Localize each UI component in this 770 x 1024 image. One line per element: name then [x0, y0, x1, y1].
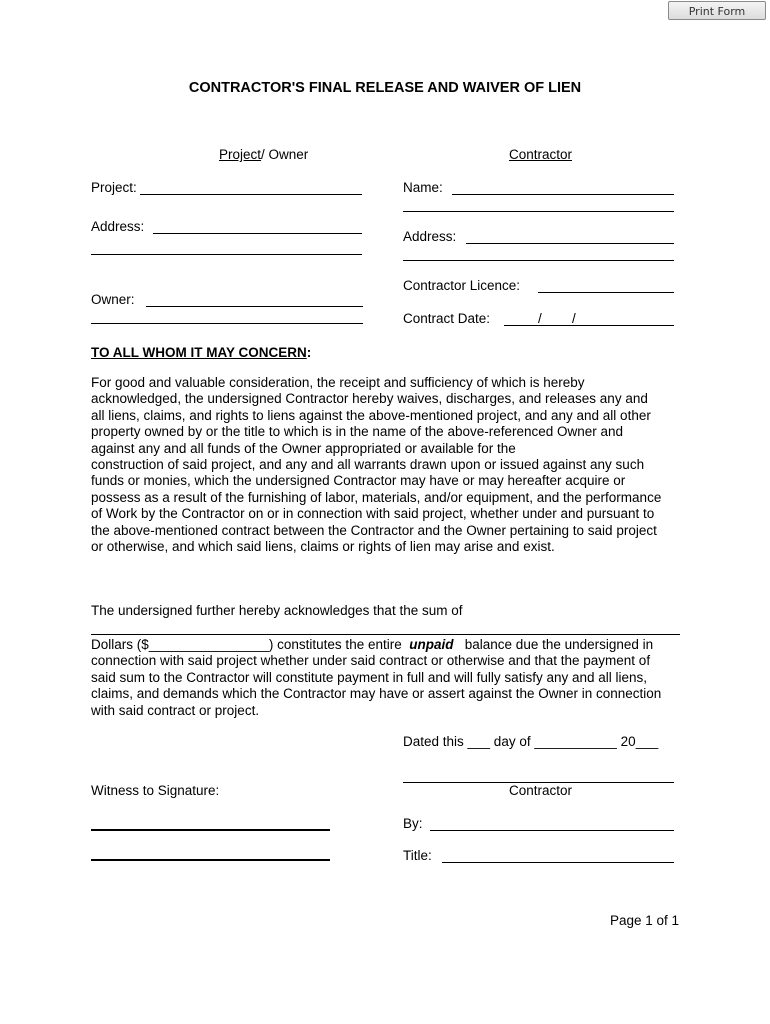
release-paragraph: [91, 375, 691, 555]
witness-label: Witness to Signature:: [91, 783, 220, 798]
balance-first-line-rest: balance due the undersigned in: [464, 637, 654, 652]
salutation: [91, 345, 311, 360]
by-field[interactable]: [430, 830, 674, 831]
print-form-button[interactable]: Print Form: [668, 1, 766, 20]
contractor-column-heading: Contractor: [509, 147, 573, 162]
paragraph-line: For good and valuable consideration, the receipt and sufficiency of which is hereby: [91, 375, 585, 390]
project-field[interactable]: [140, 194, 362, 195]
sum-intro: The undersigned further hereby acknowledges that the sum of: [91, 603, 463, 618]
contractor-signature-label: Contractor: [509, 783, 573, 798]
paragraph-line: against any and all funds of the Owner appropriated or available for the: [91, 440, 516, 456]
contractor-name-field-line2[interactable]: [403, 211, 674, 212]
owner-label: Owner:: [91, 292, 135, 307]
contract-date-field[interactable]: [504, 325, 674, 326]
contractor-address-field[interactable]: [466, 243, 674, 244]
dollars-amount-field[interactable]: ________________: [148, 637, 269, 652]
page-number: Page 1 of 1: [610, 913, 680, 928]
contractor-name-field[interactable]: [452, 194, 674, 195]
witness-signature-field-1[interactable]: [91, 829, 330, 831]
paragraph-line: said sum to the Contractor will constitute payment in full and will fully satisfy any and all liens,: [91, 669, 648, 685]
contractor-name-label: Name:: [403, 180, 443, 195]
contract-date-label: Contract Date:: [403, 311, 491, 326]
witness-signature-field-2[interactable]: [91, 859, 330, 861]
contract-date-separator-1: /: [538, 311, 542, 326]
paragraph-line: of Work by the Contractor on or in connection with said project, whether under and pursuant to: [91, 506, 655, 522]
salutation-text: TO ALL WHOM IT MAY CONCERN: [91, 345, 307, 360]
owner-address-field-line2[interactable]: [91, 254, 362, 255]
project-label: Project:: [91, 180, 137, 195]
paragraph-line: all liens, claims, and rights to liens against the above-mentioned project, and any and all other: [91, 407, 651, 423]
paragraph-line: construction of said project, and any and all warrants drawn upon or issued against any such: [91, 457, 645, 473]
dollars-suffix: ) constitutes the entire: [268, 637, 402, 652]
paragraph-line: claims, and demands which the Contractor may have or assert against the Owner in connection: [91, 686, 662, 702]
paragraph-line: connection with said project whether under said contract or otherwise and that the payment of: [91, 653, 651, 669]
owner-address-field[interactable]: [153, 233, 362, 234]
owner-field[interactable]: [146, 306, 363, 307]
dollars-prefix: Dollars ($: [91, 637, 149, 652]
contractor-address-label: Address:: [403, 229, 457, 244]
project-heading-word: Project: [219, 147, 262, 162]
owner-field-line2[interactable]: [91, 323, 363, 324]
by-label: By:: [403, 816, 423, 831]
balance-paragraph: [91, 637, 691, 719]
paragraph-line: with said contract or project.: [91, 702, 260, 718]
salutation-colon: :: [306, 345, 312, 360]
paragraph-line: the above-mentioned contract between the Contractor and the Owner pertaining to said project: [91, 522, 657, 538]
sum-words-field[interactable]: [91, 634, 680, 635]
contractor-licence-label: Contractor Licence:: [403, 278, 521, 293]
paragraph-line: possess as a result of the furnishing of labor, materials, and/or equipment, and the performance: [91, 489, 662, 505]
owner-heading-rest: / Owner: [261, 147, 309, 162]
contract-date-separator-2: /: [572, 311, 576, 326]
document-title: CONTRACTOR'S FINAL RELEASE AND WAIVER OF LIEN: [188, 80, 582, 96]
contractor-licence-field[interactable]: [538, 292, 674, 293]
dated-line[interactable]: Dated this ___ day of ___________ 20___: [403, 734, 659, 749]
paragraph-line: property owned by or the title to which is in the name of the above-referenced Owner and: [91, 424, 624, 440]
owner-address-label: Address:: [91, 219, 145, 234]
paragraph-line: or otherwise, and which said liens, claims or rights of lien may arise and exist.: [91, 539, 555, 555]
contractor-address-field-line2[interactable]: [403, 260, 674, 261]
title-label: Title:: [403, 848, 432, 863]
paragraph-line: funds or monies, which the undersigned Contractor may have or may hereafter acquire or: [91, 473, 626, 489]
balance-first-line: [91, 637, 691, 653]
unpaid-word: unpaid: [409, 637, 454, 652]
paragraph-line: acknowledged, the undersigned Contractor hereby waives, discharges, and releases any and: [91, 391, 648, 407]
owner-column-heading: [219, 147, 308, 162]
title-field[interactable]: [442, 862, 674, 863]
